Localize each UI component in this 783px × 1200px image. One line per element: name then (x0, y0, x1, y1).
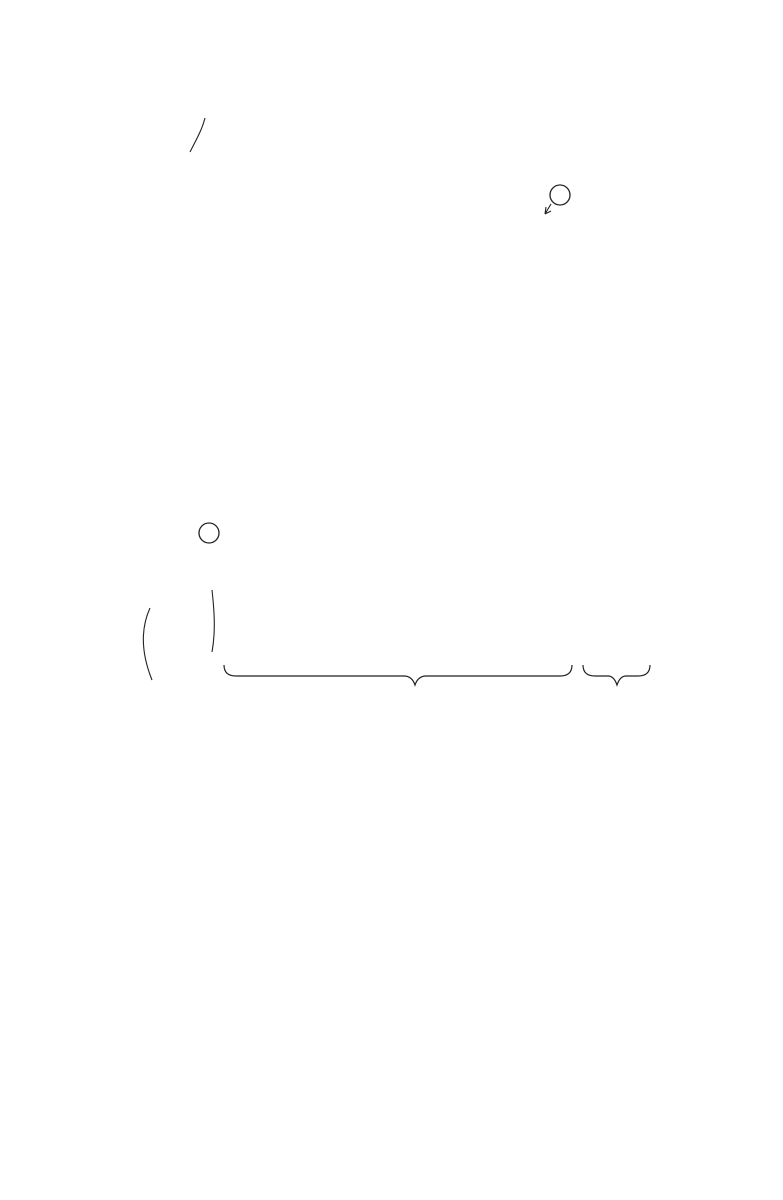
sigma-circle (199, 523, 219, 543)
initiation-pointer (143, 608, 152, 680)
page-header (48, 30, 738, 56)
elongation-brace (224, 665, 572, 685)
termination-brace (583, 665, 650, 685)
termination-pointer (190, 118, 205, 152)
transcription-figure (0, 60, 783, 740)
rho-circle (550, 185, 570, 205)
polymerase-pointer (212, 590, 214, 652)
rho-arrow (545, 204, 551, 214)
